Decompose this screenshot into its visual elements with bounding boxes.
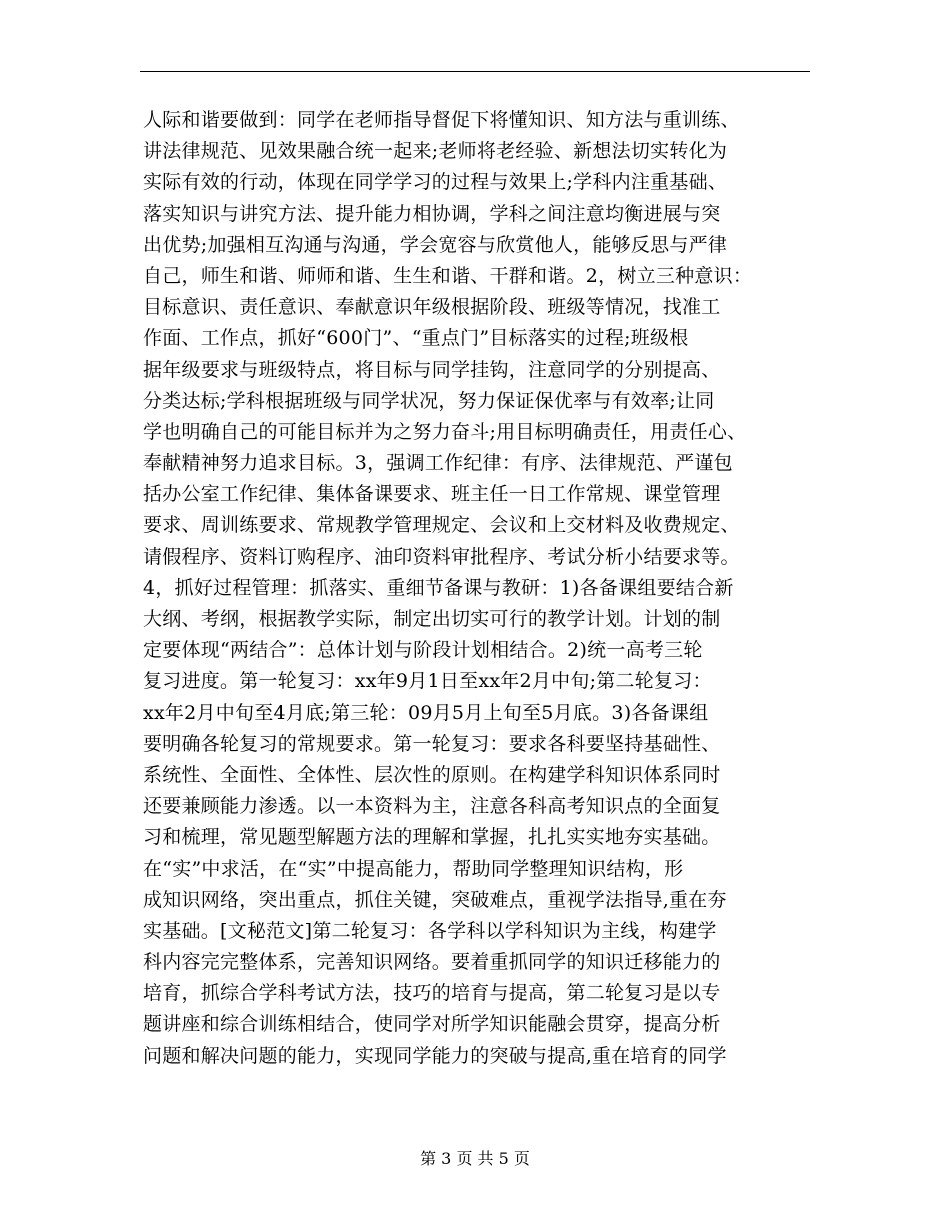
text-line: 人际和谐要做到：同学在老师指导督促下将懂知识、知方法与重训练、 (143, 109, 740, 131)
text-line: 请假程序、资料订购程序、油印资料审批程序、考试分析小结要求等。 (143, 545, 740, 568)
text-line: 成知识网络，突出重点，抓住关键，突破难点，重视学法指导,重在夯 (143, 888, 727, 911)
text-line: 复习进度。第一轮复习：xx年9月1日至xx年2月中旬;第二轮复习： (143, 670, 712, 693)
body-text (143, 105, 823, 1072)
text-line: 学也明确自己的可能目标并为之努力奋斗;用目标明确责任，用责任心、 (143, 420, 747, 443)
text-line: 实际有效的行动，体现在同学学习的过程与效果上;学科内注重基础、 (143, 171, 728, 194)
text-line: 出优势;加强相互沟通与沟通，学会宽容与欣赏他人，能够反思与严律 (143, 233, 728, 256)
text-line: 奉献精神努力追求目标。3，强调工作纪律：有序、法律规范、严谨包 (143, 452, 733, 475)
text-line: 题讲座和综合训练相结合，使同学对所学知识能融会贯穿，提高分析 (143, 1013, 721, 1036)
text-line: 分类达标;学科根据班级与同学状况，努力保证保优率与有效率;让同 (143, 389, 715, 412)
text-line: 要求、周训练要求、常规教学管理规定、会议和上交材料及收费规定、 (143, 514, 740, 537)
text-line: 定要体现“两结合”：总体计划与阶段计划相结合。2)统一高考三轮 (143, 639, 703, 662)
text-line: 在“实”中求活，在“实”中提高能力，帮助同学整理知识结构，形 (143, 857, 684, 880)
text-line: 4，抓好过程管理：抓落实、重细节备课与教研：1)各备课组要结合新 (143, 576, 734, 599)
text-line: 讲法律规范、见效果融合统一起来;老师将老经验、新想法切实转化为 (143, 140, 728, 163)
header-rule (140, 71, 810, 72)
text-line: 作面、工作点，抓好“600门”、“重点门”目标落实的过程;班级根 (143, 327, 689, 350)
text-line: 习和梳理，常见题型解题方法的理解和掌握，扎扎实实地夯实基础。 (143, 826, 721, 849)
text-line: xx年2月中旬至4月底;第三轮：09月5月上旬至5月底。3)各备课组 (143, 701, 709, 724)
text-line: 括办公室工作纪律、集体备课要求、班主任一日工作常规、课堂管理 (143, 483, 721, 506)
text-line: 自己，师生和谐、师师和谐、生生和谐、干群和谐。2，树立三种意识： (143, 264, 753, 287)
text-line: 还要兼顾能力渗透。以一本资料为主，注意各科高考知识点的全面复 (143, 795, 721, 818)
text-line: 科内容完完整体系，完善知识网络。要着重抓同学的知识迁移能力的 (143, 951, 721, 974)
text-line: 问题和解决问题的能力，实现同学能力的突破与提高,重在培育的同学 (143, 1044, 727, 1067)
text-line: 实基础。[文秘范文]第二轮复习：各学科以学科知识为主线，构建学 (143, 919, 717, 942)
text-line: 培育，抓综合学科考试方法，技巧的培育与提高，第二轮复习是以专 (143, 982, 721, 1005)
text-line: 大纲、考纲，根据教学实际，制定出切实可行的教学计划。计划的制 (143, 608, 721, 630)
text-line: 目标意识、责任意识、奉献意识年级根据阶段、班级等情况，找准工 (143, 296, 721, 319)
text-line: 据年级要求与班级特点，将目标与同学挂钩，注意同学的分别提高、 (143, 358, 721, 381)
text-line: 要明确各轮复习的常规要求。第一轮复习：要求各科要坚持基础性、 (143, 732, 721, 755)
text-line: 系统性、全面性、全体性、层次性的原则。在构建学科知识体系同时 (143, 763, 721, 786)
page-number-footer: 第 3 页 共 5 页 (420, 1149, 530, 1168)
text-line: 落实知识与讲究方法、提升能力相协调，学科之间注意均衡进展与突 (143, 202, 721, 225)
